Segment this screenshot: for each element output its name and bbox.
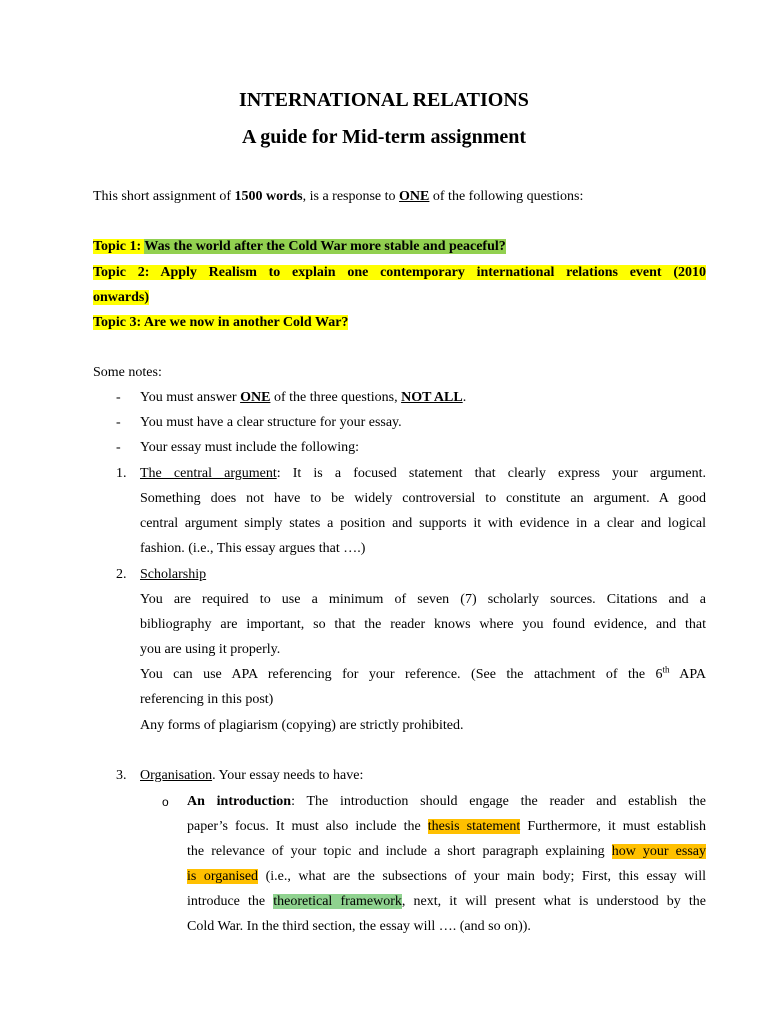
highlight-is-organised: is organised — [187, 869, 259, 884]
topic-1-label: Topic 1: — [93, 239, 145, 254]
word-count: 1500 words — [234, 189, 303, 204]
item-2-line-6: Any forms of plagiarism (copying) are strictly prohibited. — [140, 718, 464, 733]
item-1-line-1-rest: : It is a focused statement that clearly express your argument. — [276, 466, 706, 481]
intro-bullet-line-4-suffix: (i.e., what are the subsections of your main body; First, this essay will — [258, 869, 706, 884]
intro-bullet-line-5 — [187, 893, 706, 911]
item-2-number: 2. — [116, 567, 127, 582]
intro-bullet-line-5-prefix: introduce the — [187, 894, 274, 909]
dash-marker: - — [116, 415, 121, 430]
item-2-line-4-prefix: You can use APA referencing for your reference. (See the attachment of the 6 — [140, 667, 663, 682]
intro-bullet-line-3 — [187, 843, 706, 861]
document-subtitle: A guide for Mid-term assignment — [241, 126, 527, 148]
ordinal-suffix: th — [662, 664, 670, 675]
intro-bullet-line-2 — [187, 818, 706, 836]
intro-bullet-line-4 — [187, 868, 706, 886]
intro-bullet-line-6: Cold War. In the third section, the essay will …. (and so on)). — [187, 919, 531, 934]
note-1-notall: NOT ALL — [401, 390, 463, 405]
intro-bullet-line-1-rest: : The introduction should engage the reader and establish the — [291, 794, 706, 809]
dash-marker: - — [116, 390, 121, 405]
note-1-suffix: . — [462, 390, 467, 405]
intro-middle: , is a response to — [302, 189, 400, 204]
item-3-rest: . Your essay needs to have: — [212, 768, 364, 783]
item-3-line-1 — [140, 767, 363, 785]
item-2-line-3: you are using it properly. — [140, 642, 281, 657]
item-3-title: Organisation — [140, 768, 213, 783]
note-item-2: You must have a clear structure for your essay. — [140, 415, 402, 430]
topic-2-text-line-1: Apply Realism to explain one contemporary international relations event (2010 — [160, 265, 706, 280]
highlight-thesis-statement: thesis statement — [427, 819, 521, 834]
intro-prefix: This short assignment of — [93, 189, 235, 204]
notes-heading: Some notes: — [93, 365, 162, 380]
item-1-line-4: fashion. (i.e., This essay argues that ….) — [140, 541, 366, 556]
introduction-label: An introduction — [187, 794, 292, 809]
item-1-line-2: Something does not have to be widely controversial to constitute an argument. A good — [140, 491, 706, 506]
topic-3-text: Are we now in another Cold War? — [143, 315, 349, 330]
item-2-line-1: You are required to use a minimum of seven (7) scholarly sources. Citations and a — [140, 592, 706, 607]
intro-bullet-line-1 — [187, 793, 706, 811]
note-item-3: Your essay must include the following: — [140, 440, 360, 455]
bullet-marker: o — [162, 795, 169, 809]
item-1-line-1 — [140, 465, 706, 483]
topic-1-text: Was the world after the Cold War more stable and peaceful? — [144, 239, 506, 254]
intro-bullet-line-2-suffix: Furthermore, it must establish — [520, 819, 706, 834]
item-2-line-2: bibliography are important, so that the reader knows where you found evidence, and that — [140, 617, 706, 632]
topic-3 — [93, 314, 348, 332]
item-2-line-4 — [140, 666, 706, 684]
note-1-middle: of the three questions, — [270, 390, 402, 405]
item-2-line-4-suffix: APA — [669, 667, 706, 682]
note-1-one: ONE — [240, 390, 271, 405]
item-1-line-3: central argument simply states a position and supports it with evidence in a clear and logical — [140, 516, 706, 531]
item-2-line-5: referencing in this post) — [140, 692, 274, 707]
note-item-1 — [140, 389, 466, 407]
intro-bullet-line-2-prefix: paper’s focus. It must also include the — [187, 819, 428, 834]
topic-1 — [93, 238, 506, 256]
highlight-theoretical-framework: theoretical framework — [273, 894, 402, 909]
intro-suffix: of the following questions: — [429, 189, 584, 204]
topic-2-line-2 — [93, 289, 149, 307]
highlight-how-your-essay: how your essay — [611, 844, 706, 859]
item-1-title: The central argument — [140, 466, 277, 481]
one-emphasis: ONE — [399, 189, 430, 204]
document-title: INTERNATIONAL RELATIONS — [239, 89, 529, 111]
dash-marker: - — [116, 440, 121, 455]
note-1-prefix: You must answer — [140, 390, 241, 405]
intro-bullet-line-5-suffix: , next, it will present what is understood by the — [401, 894, 706, 909]
topic-2-label: Topic 2: — [93, 265, 161, 280]
item-2-title: Scholarship — [140, 567, 207, 582]
item-3-number: 3. — [116, 768, 127, 783]
intro-bullet-line-3-prefix: the relevance of your topic and include a short paragraph explaining — [187, 844, 612, 859]
topic-2-line-1 — [93, 264, 706, 282]
topic-2-text-line-2: onwards) — [93, 290, 150, 305]
intro-paragraph — [93, 188, 583, 206]
topic-3-label: Topic 3: — [93, 315, 144, 330]
item-1-number: 1. — [116, 466, 127, 481]
